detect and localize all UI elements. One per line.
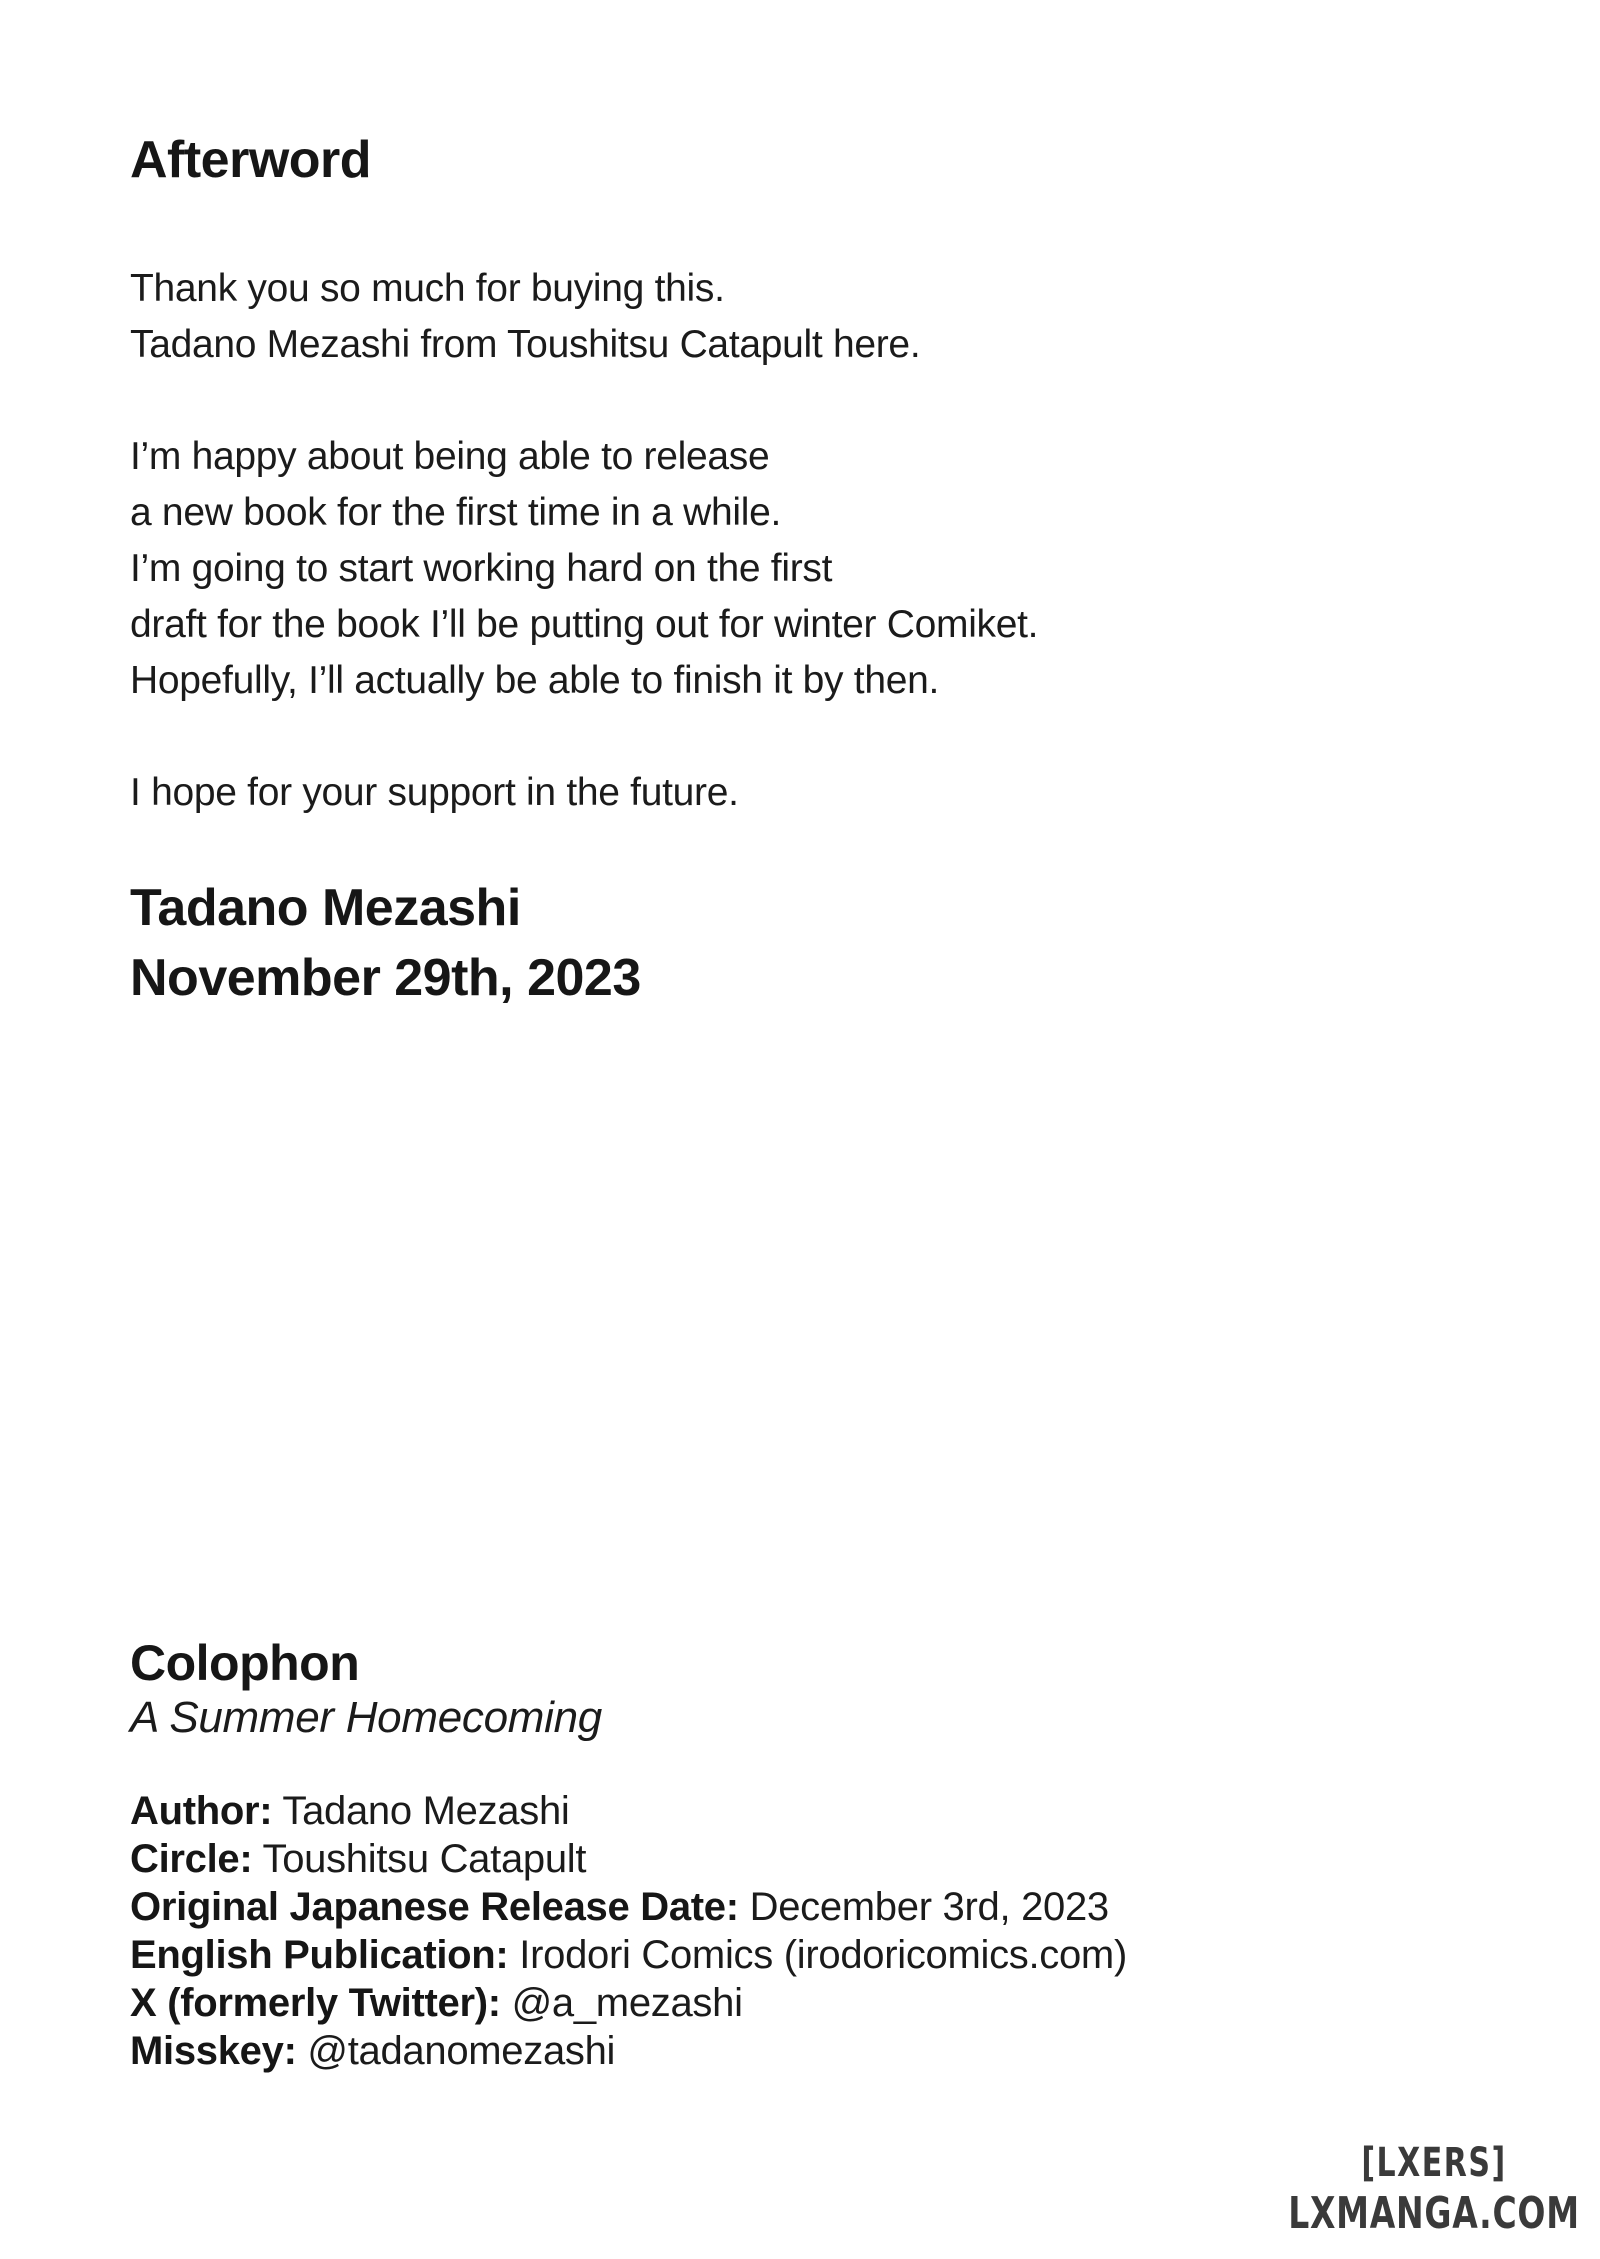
afterword-body xyxy=(130,261,1038,821)
paragraph-support xyxy=(130,765,1038,821)
colophon-entry-circle xyxy=(130,1835,1127,1883)
entry-value: Toushitsu Catapult xyxy=(262,1837,587,1881)
colophon-section xyxy=(130,1635,1127,2075)
watermark xyxy=(1288,2138,1580,2240)
paragraph-release xyxy=(130,429,1038,709)
colophon-entry-misskey xyxy=(130,2027,1127,2075)
entry-label: Circle: xyxy=(130,1837,253,1881)
paragraph-thanks xyxy=(130,261,1038,373)
entry-label: Misskey: xyxy=(130,2029,297,2073)
text-line: Hopefully, I’ll actually be able to finish it by then. xyxy=(130,659,940,702)
text-line: Thank you so much for buying this. xyxy=(130,267,725,310)
colophon-entries xyxy=(130,1787,1127,2075)
text-line: draft for the book I’ll be putting out for winter Comiket. xyxy=(130,603,1039,646)
signature-name: Tadano Mezashi xyxy=(130,879,521,937)
colophon-entry-english-publication xyxy=(130,1931,1127,1979)
entry-label: Author: xyxy=(130,1789,273,1833)
colophon-title: Colophon xyxy=(130,1635,360,1691)
watermark-group-name: [LXERS] xyxy=(1361,2140,1507,2186)
entry-label: X (formerly Twitter): xyxy=(130,1981,501,2025)
text-line: Tadano Mezashi from Toushitsu Catapult here. xyxy=(130,323,921,366)
entry-value: December 3rd, 2023 xyxy=(749,1885,1109,1929)
colophon-entry-release-date xyxy=(130,1883,1127,1931)
signature-date: November 29th, 2023 xyxy=(130,949,641,1007)
entry-value: @tadanomezashi xyxy=(307,2029,616,2073)
watermark-site-name: LXMANGA.COM xyxy=(1288,2188,1580,2239)
entry-label: English Publication: xyxy=(130,1933,509,1977)
colophon-entry-author xyxy=(130,1787,1127,1835)
signature-block xyxy=(130,873,641,1013)
text-line: I’m going to start working hard on the first xyxy=(130,547,833,590)
entry-value: Tadano Mezashi xyxy=(282,1789,570,1833)
entry-label: Original Japanese Release Date: xyxy=(130,1885,739,1929)
text-line: I’m happy about being able to release xyxy=(130,435,770,478)
text-line: a new book for the first time in a while. xyxy=(130,491,782,534)
entry-value: @a_mezashi xyxy=(511,1981,743,2025)
entry-value: Irodori Comics (irodoricomics.com) xyxy=(519,1933,1127,1977)
colophon-book-title: A Summer Homecoming xyxy=(130,1693,602,1742)
colophon-entry-twitter xyxy=(130,1979,1127,2027)
text-line: I hope for your support in the future. xyxy=(130,771,739,814)
page-title: Afterword xyxy=(130,131,372,189)
